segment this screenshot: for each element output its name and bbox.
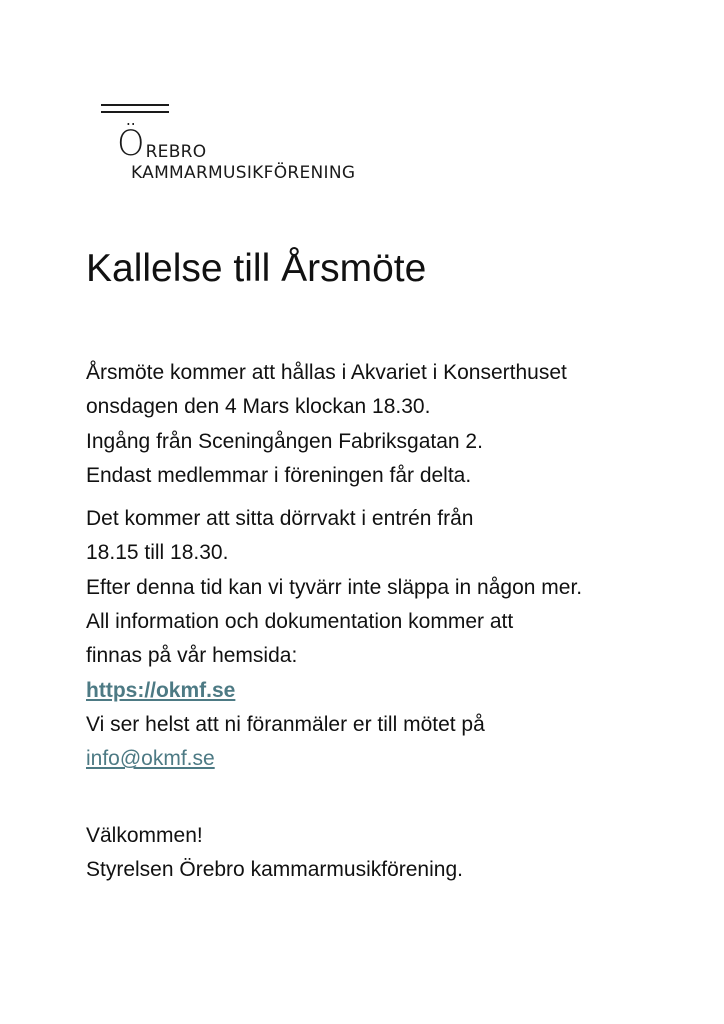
- logo-text: [117, 124, 355, 183]
- meeting-info-line: Ingång från Sceningången Fabriksgatan 2.: [86, 429, 483, 453]
- org-logo: [100, 104, 400, 184]
- entry-info: [86, 502, 686, 776]
- entry-info-line: Efter denna tid kan vi tyvärr inte släppa in någon mer.: [86, 575, 583, 599]
- logo-line-1: [117, 124, 355, 162]
- entry-info-line: 18.15 till 18.30.: [86, 541, 229, 565]
- meeting-info-line: Årsmöte kommer att hållas i Akvariet i Konserthuset: [86, 361, 567, 384]
- email-link[interactable]: info@okmf.se: [86, 747, 215, 771]
- logo-line1-rest: REBRO: [145, 142, 207, 162]
- logo-line-2: KAMMARMUSIKFÖRENING: [131, 163, 356, 183]
- meeting-info-line: onsdagen den 4 Mars klockan 18.30.: [86, 395, 431, 419]
- website-link[interactable]: https://okmf.se: [86, 678, 236, 702]
- logo-line-bottom: [101, 111, 169, 113]
- logo-lines: [101, 104, 169, 118]
- entry-info-line: finnas på vår hemsida:: [86, 644, 298, 668]
- meeting-info: [86, 356, 686, 493]
- meeting-info-line: Endast medlemmar i föreningen får delta.: [86, 463, 472, 487]
- closing-greeting: Välkommen!: [86, 823, 203, 847]
- logo-line-top: [101, 104, 169, 106]
- logo-initial: Ö: [117, 124, 145, 164]
- closing-signature: Styrelsen Örebro kammarmusikförening.: [86, 857, 463, 881]
- letter-body: [86, 356, 686, 887]
- entry-info-line: Det kommer att sitta dörrvakt i entrén från: [86, 507, 474, 531]
- closing: [86, 819, 686, 888]
- entry-info-line: All information och dokumentation kommer att: [86, 610, 514, 634]
- preregister-text: Vi ser helst att ni föranmäler er till mötet på: [86, 712, 485, 736]
- page-title: Kallelse till Årsmöte: [86, 247, 427, 290]
